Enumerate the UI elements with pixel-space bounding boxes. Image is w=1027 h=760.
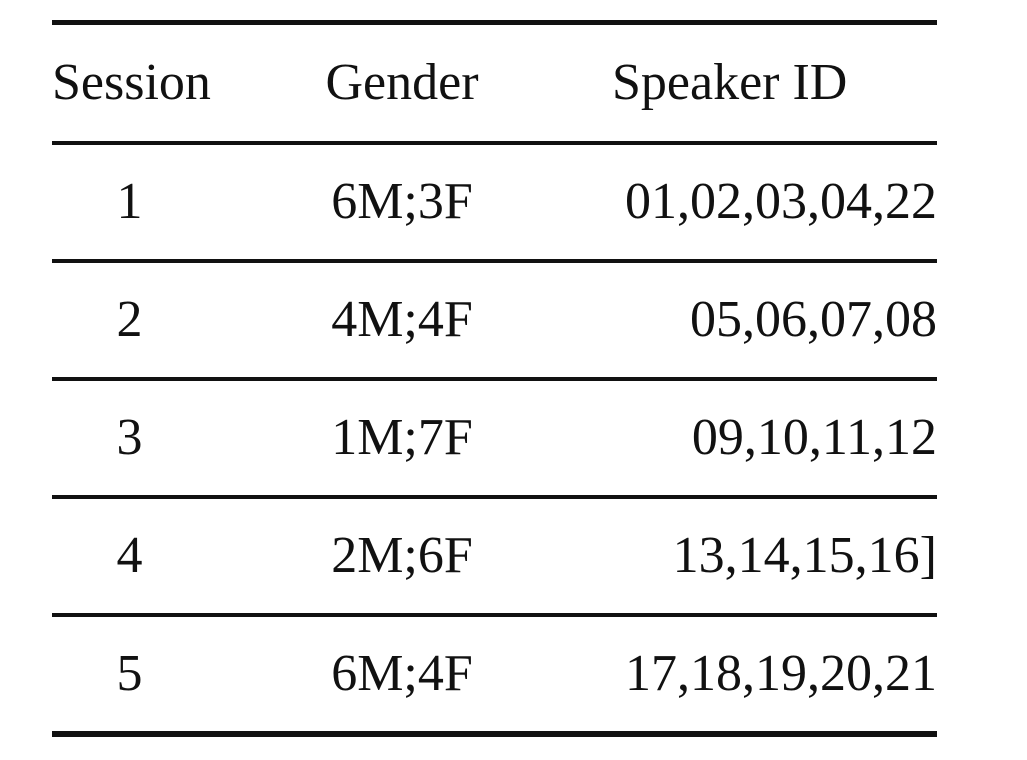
cell-gender: 2M;6F — [331, 527, 473, 584]
table-row — [52, 143, 937, 261]
cell-session: 4 — [116, 527, 143, 584]
cell-gender: 6M;4F — [331, 645, 473, 702]
table-row — [52, 615, 937, 734]
cell-speaker-id: 05,06,07,08 — [690, 291, 937, 348]
speaker-session-table-container — [52, 20, 937, 737]
speaker-session-table — [52, 20, 937, 737]
cell-gender: 6M;3F — [331, 173, 473, 230]
table-row — [52, 261, 937, 379]
table-header — [52, 23, 937, 144]
cell-speaker-id: 17,18,19,20,21 — [625, 645, 937, 702]
cell-session: 2 — [116, 291, 143, 348]
cell-session: 3 — [116, 409, 143, 466]
table-row — [52, 497, 937, 615]
cell-speaker-id: 13,14,15,16] — [672, 527, 937, 584]
cell-speaker-id: 01,02,03,04,22 — [625, 173, 937, 230]
cell-session: 1 — [116, 173, 143, 230]
cell-gender: 1M;7F — [331, 409, 473, 466]
column-header-session: Session — [52, 54, 211, 111]
table-row — [52, 379, 937, 497]
cell-speaker-id: 09,10,11,12 — [691, 409, 937, 466]
header-row — [52, 23, 937, 144]
column-header-gender: Gender — [325, 54, 479, 111]
table-body — [52, 143, 937, 734]
column-header-speaker-id: Speaker ID — [612, 54, 848, 111]
cell-gender: 4M;4F — [331, 291, 473, 348]
cell-session: 5 — [116, 645, 143, 702]
